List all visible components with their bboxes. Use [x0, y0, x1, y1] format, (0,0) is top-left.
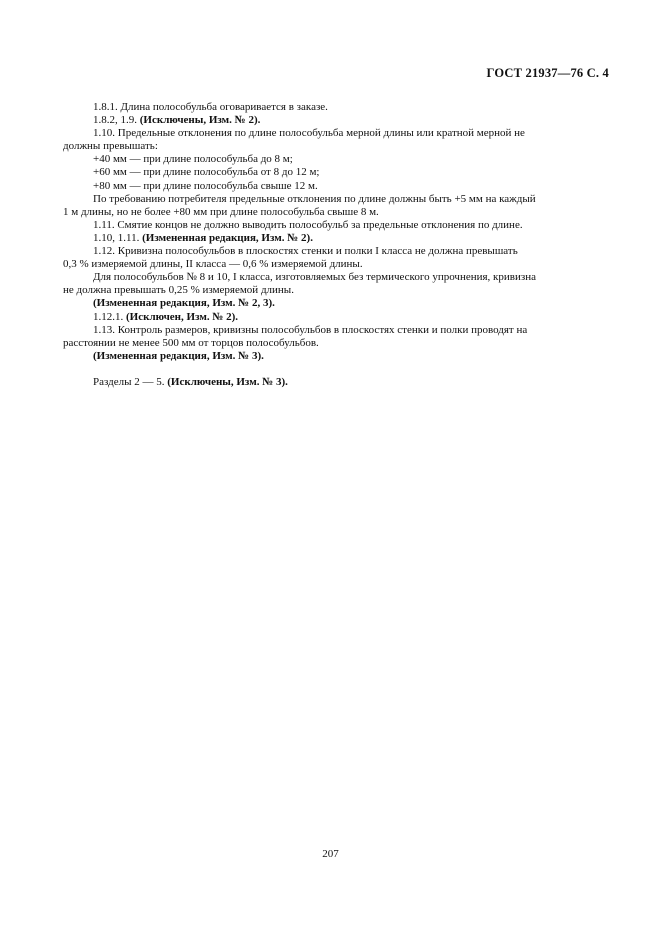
document-body	[63, 101, 600, 389]
paragraph-1-11: 1.11. Смятие концов не должно выводить полособульб за предельные отклонения по длине.	[93, 218, 523, 231]
tolerance-item-2: +60 мм — при длине полособульба от 8 до 12 м;	[93, 166, 320, 179]
page-number: 207	[322, 848, 339, 860]
paragraph-1-12-1-number: 1.12.1.	[93, 310, 126, 323]
note-number: 1.10, 1.11.	[93, 231, 143, 244]
paragraph-1-12-1-note: (Исключен, Изм. № 2).	[126, 310, 239, 323]
paragraph-1-12-line-2: 0,3 % измеряемой длины, II класса — 0,6 % измеряемой длины.	[63, 258, 363, 271]
paragraph-1-12-1	[93, 311, 600, 324]
amendment-note-2-3: (Измененная редакция, Изм. № 2, 3).	[93, 297, 275, 310]
paragraph-1-8-2-note: (Исключены, Изм. № 2).	[139, 114, 261, 127]
spacer	[93, 363, 600, 376]
paragraph-1-10-line-1: 1.10. Предельные отклонения по длине полособульба мерной длины или кратной мерной не	[93, 127, 525, 140]
paragraph-profiles-line-1: Для полособульбов № 8 и 10, I класса, изготовляемых без термического упрочнения, кривизна	[93, 271, 536, 284]
customer-request-line-2: 1 м длины, но не более +80 мм при длине полособульба свыше 8 м.	[63, 205, 379, 218]
tolerance-item-3: +80 мм — при длине полособульба свыше 12 м.	[93, 179, 318, 192]
sections-excluded	[93, 376, 600, 389]
paragraph-1-8-2	[93, 114, 600, 127]
note-text: (Измененная редакция, Изм. № 2).	[142, 231, 313, 244]
paragraph-1-10-line-2: должны превышать:	[63, 140, 158, 153]
sections-label: Разделы 2 — 5.	[93, 375, 168, 388]
amendment-note-3: (Измененная редакция, Изм. № 3).	[93, 349, 264, 362]
paragraph-1-8-1: 1.8.1. Длина полособульба оговаривается в заказе.	[93, 101, 328, 113]
sections-note: (Исключены, Изм. № 3).	[167, 375, 288, 388]
paragraph-1-13-line-1: 1.13. Контроль размеров, кривизны полособульбов в плоскостях стенки и полки проводят на	[93, 323, 528, 336]
paragraph-1-8-2-number: 1.8.2, 1.9.	[93, 114, 140, 127]
paragraph-1-13-line-2: расстоянии не менее 500 мм от торцов полособульбов.	[63, 336, 319, 349]
tolerance-item-1: +40 мм — при длине полособульба до 8 м;	[93, 153, 293, 166]
paragraph-1-10-1-11-note	[93, 232, 600, 245]
customer-request-line-1: По требованию потребителя предельные отклонения по длине должны быть +5 мм на каждый	[93, 192, 536, 205]
page-header: ГОСТ 21937—76 С. 4	[486, 66, 609, 80]
paragraph-profiles-line-2: не должна превышать 0,25 % измеряемой длины.	[63, 284, 294, 297]
paragraph-1-12-line-1: 1.12. Кривизна полособульбов в плоскостях стенки и полки I класса не должна превышать	[93, 245, 518, 258]
